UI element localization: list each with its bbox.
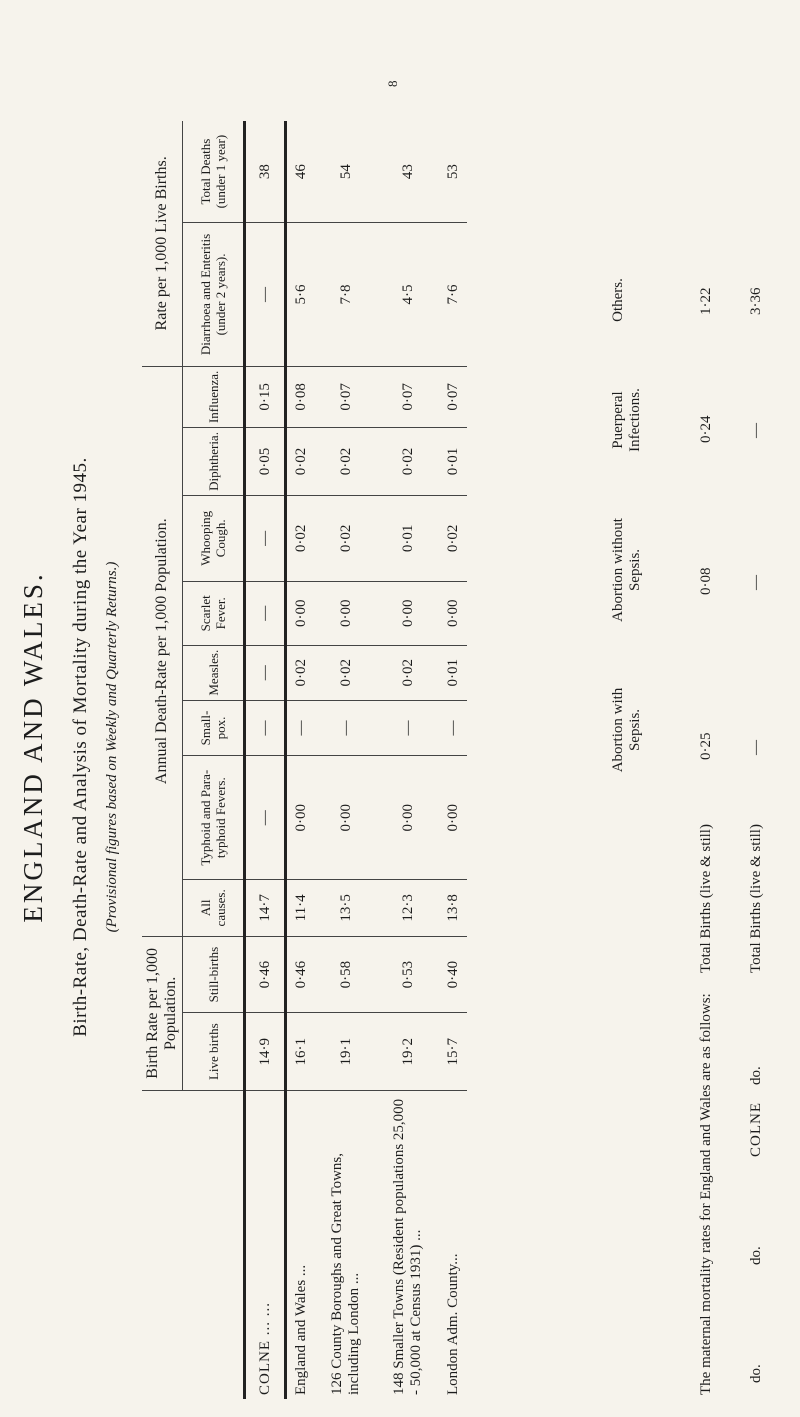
cell-still-births: 0·53 [377,936,439,1013]
cell-whooping: — [245,495,286,581]
table-row [286,121,316,1399]
col-smallpox: Small-pox. [183,700,245,756]
note-row1-others: 1·22 [698,287,714,315]
cell-diarrhoea: — [245,223,286,367]
row-place: 148 Smaller Towns (Resident populations 25,000 - 50,000 at Census 1931) ... [377,1091,439,1400]
page-title: ENGLAND AND WALES. [18,571,48,923]
cell-measles: 0·02 [377,645,439,700]
note-row2-label: Total Births (live & still) [748,824,764,973]
page-note: (Provisional figures based on Weekly and Quarterly Returns.) [104,561,120,933]
cell-measles: 0·02 [286,645,316,700]
note-intro: The maternal mortality rates for England and Wales are as follows: [698,993,714,1395]
cell-total-deaths: 53 [444,164,461,180]
note-ditto-1: do. [748,1364,764,1383]
cell-influenza: 0·07 [439,366,467,427]
col-live-births: Live births [183,1013,245,1091]
cell-influenza: 0·07 [315,366,377,427]
cell-measles: 0·01 [439,645,467,700]
col-all-causes: All causes. [183,879,245,936]
cell-diphtheria: 0·02 [286,428,316,496]
note-row1-abortion-no-sepsis: 0·08 [698,567,714,595]
cell-all-causes: 13·8 [439,879,467,936]
cell-smallpox: — [286,700,316,756]
col-measles: Measles. [183,645,245,700]
note-row1-puerperal: 0·24 [698,415,714,443]
cell-diarrhoea: 4·5 [377,223,439,367]
col-whooping: Whooping Cough. [183,495,245,581]
cell-diphtheria: 0·02 [377,428,439,496]
note-colne: COLNE [748,1102,764,1157]
cell-diarrhoea: 7·8 [315,223,377,367]
col-still-births: Still-births [183,936,245,1013]
page-number: 8 [385,80,400,87]
cell-measles: — [245,645,286,700]
hdr-abortion-sepsis: Abortion with Sepsis. [610,687,643,773]
cell-live-births: 15·7 [439,1013,467,1091]
cell-live-births: 19·1 [315,1013,377,1091]
row-place: England and Wales ... [286,1091,316,1400]
note-row2-puerperal: — [748,423,764,438]
cell-total-deaths: 46 [292,164,309,180]
table-row [245,121,286,1399]
place-header [142,1091,245,1400]
cell-typhoid: 0·00 [286,756,316,880]
cell-whooping: 0·02 [439,495,467,581]
cell-live-births: 14·9 [245,1013,286,1091]
cell-typhoid: 0·00 [315,756,377,880]
hdr-others: Others. [610,278,626,322]
col-diarrhoea: Diarrhoea and Enteritis (under 2 years). [183,223,245,367]
row-place: London Adm. County... [439,1091,467,1400]
cell-smallpox: — [245,700,286,756]
cell-typhoid: 0·00 [377,756,439,880]
cell-smallpox: — [377,700,439,756]
cell-still-births: 0·46 [286,936,316,1013]
row-place: COLNE ... ... [245,1091,286,1400]
cell-measles: 0·02 [315,645,377,700]
cell-diphtheria: 0·02 [315,428,377,496]
cell-live-births: 19·2 [377,1013,439,1091]
cell-diarrhoea: 5·6 [286,223,316,367]
col-diphtheria: Diphtheria. [183,428,245,496]
table-row [439,121,467,1399]
col-scarlet: Scarlet Fever. [183,581,245,645]
cell-all-causes: 12·3 [377,879,439,936]
death-rate-group-header: Annual Death-Rate per 1,000 Population. [142,366,183,936]
note-row2-abortion-sepsis: — [748,740,764,755]
cell-whooping: 0·01 [377,495,439,581]
cell-all-causes: 14·7 [245,879,286,936]
row-place: 126 County Boroughs and Great Towns, including London ... [315,1091,377,1400]
cell-influenza: 0·07 [377,366,439,427]
cell-scarlet: 0·00 [377,581,439,645]
note-row1-label: Total Births (live & still) [698,824,714,973]
cell-diphtheria: 0·01 [439,428,467,496]
cell-total-deaths: 54 [337,164,354,180]
cell-smallpox: — [439,700,467,756]
cell-scarlet: 0·00 [315,581,377,645]
note-ditto-2: do. [748,1246,764,1265]
hdr-abortion-no-sepsis: Abortion without Sepsis. [610,518,643,622]
cell-influenza: 0·08 [286,366,316,427]
table-row [377,121,439,1399]
cell-scarlet: 0·00 [286,581,316,645]
note-row2-abortion-no-sepsis: — [748,575,764,590]
col-typhoid: Typhoid and Para-typhoid Fevers. [183,756,245,880]
cell-typhoid: — [245,756,286,880]
table-row [315,121,377,1399]
cell-total-deaths: 38 [245,121,286,223]
cell-still-births: 0·46 [245,936,286,1013]
note-ditto-3: do. [748,1066,764,1085]
infant-rate-group-header: Rate per 1,000 Live Births. [142,121,183,366]
cell-whooping: 0·02 [315,495,377,581]
cell-whooping: 0·02 [286,495,316,581]
cell-all-causes: 11·4 [286,879,316,936]
mortality-table [142,121,467,1399]
cell-diphtheria: 0·05 [245,428,286,496]
cell-scarlet: 0·00 [439,581,467,645]
cell-still-births: 0·58 [315,936,377,1013]
cell-still-births: 0·40 [439,936,467,1013]
cell-total-deaths: 43 [399,164,416,180]
cell-smallpox: — [315,700,377,756]
cell-typhoid: 0·00 [439,756,467,880]
birth-rate-group-header: Birth Rate per 1,000 Population. [142,936,183,1090]
hdr-puerperal: Puerperal Infections. [610,388,643,452]
note-row1-abortion-sepsis: 0·25 [698,732,714,760]
col-influenza: Influenza. [183,366,245,427]
cell-diarrhoea: 7·6 [439,223,467,367]
cell-scarlet: — [245,581,286,645]
col-total-deaths: Total Deaths (under 1 year) [183,121,245,223]
cell-influenza: 0·15 [245,366,286,427]
note-row2-others: 3·36 [748,287,764,315]
cell-live-births: 16·1 [286,1013,316,1091]
cell-all-causes: 13·5 [315,879,377,936]
page-subtitle: Birth-Rate, Death-Rate and Analysis of Mortality during the Year 1945. [70,457,91,1037]
